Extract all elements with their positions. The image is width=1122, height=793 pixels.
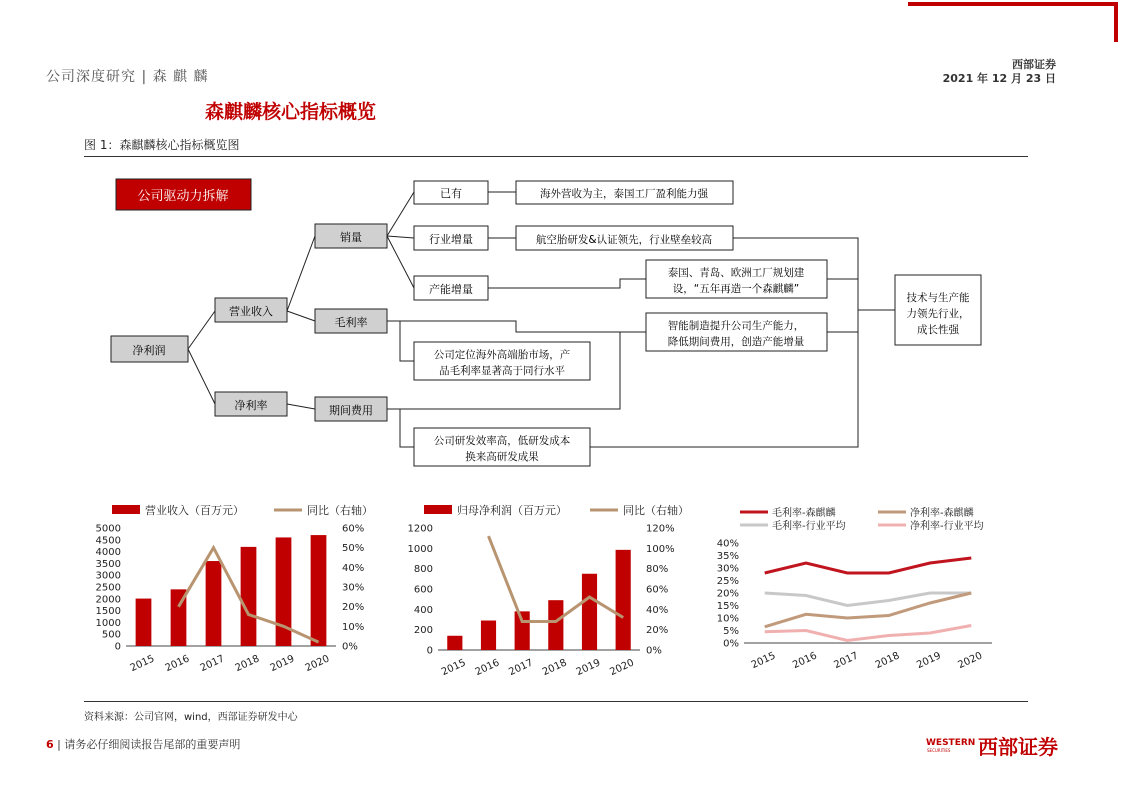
y-tick-label: 10% — [716, 613, 739, 625]
y-left-tick-label: 2500 — [95, 582, 121, 594]
source-note: 资料来源：公司官网，wind，西部证券研发中心 — [84, 712, 298, 723]
y-right-tick-label: 10% — [342, 621, 365, 633]
node-rnd-line1: 公司研发效率高，低研发成本 — [433, 435, 571, 447]
y-tick-label: 30% — [716, 563, 739, 575]
node-capacity-growth: 产能增量 — [429, 283, 473, 296]
footer-notice: 6 | 请务必仔细阅读报告尾部的重要声明 — [46, 738, 241, 751]
y-left-tick-label: 4000 — [95, 547, 121, 559]
bar — [515, 611, 530, 650]
node-overseas: 海外营收为主，泰国工厂盈利能力强 — [540, 188, 708, 200]
node-sales: 销量 — [340, 231, 362, 244]
y-left-tick-label: 4500 — [95, 535, 121, 547]
footer-notice-text: 请务必仔细阅读报告尾部的重要声明 — [64, 738, 241, 751]
broker-name: 西部证券 — [1012, 58, 1056, 71]
legend-label: 毛利率-行业平均 — [772, 521, 846, 532]
y-right-tick-label: 0% — [342, 641, 358, 653]
x-tick-label: 2017 — [832, 650, 861, 672]
bar — [311, 535, 327, 646]
x-tick-label: 2020 — [956, 650, 985, 672]
node-existing: 已有 — [440, 187, 462, 200]
y-right-tick-label: 30% — [342, 582, 365, 594]
series-line — [765, 593, 972, 627]
y-left-tick-label: 500 — [101, 629, 121, 641]
x-tick-label: 2019 — [268, 653, 297, 675]
y-right-tick-label: 60% — [342, 523, 365, 535]
node-rnd-line2: 换来高研发成果 — [465, 451, 539, 463]
x-tick-label: 2016 — [791, 650, 819, 672]
x-tick-label: 2020 — [303, 653, 332, 675]
node-conclusion-line2: 力领先行业， — [906, 308, 970, 320]
y-right-tick-label: 40% — [342, 562, 365, 574]
y-right-tick-label: 80% — [646, 564, 669, 576]
section-title: 森麒麟核心指标概览 — [205, 101, 377, 123]
y-left-tick-label: 3500 — [95, 558, 121, 570]
footer-brand: 西部证券 — [978, 735, 1058, 759]
y-left-tick-label: 400 — [413, 604, 433, 616]
series-line — [765, 558, 972, 573]
logo-securities: SECURITIES — [927, 748, 951, 753]
y-left-tick-label: 3000 — [95, 570, 121, 582]
node-positioning-line2: 品毛利率显著高于同行水平 — [439, 365, 565, 377]
revenue-chart — [84, 495, 406, 685]
figure-caption: 图 1：森麒麟核心指标概览图 — [84, 138, 240, 152]
y-left-tick-label: 0 — [426, 645, 433, 657]
y-left-tick-label: 200 — [413, 625, 433, 637]
net-profit-chart — [400, 495, 710, 685]
bar — [136, 599, 152, 646]
diagram-title-text: 公司驱动力拆解 — [137, 189, 229, 204]
legend-label-line: 同比（右轴） — [623, 504, 689, 517]
legend-swatch-bar — [424, 505, 452, 514]
bar — [241, 547, 257, 646]
y-right-tick-label: 60% — [646, 584, 669, 596]
y-tick-label: 35% — [716, 551, 739, 562]
legend-label: 毛利率-森麒麟 — [772, 508, 836, 519]
bar — [447, 636, 462, 650]
page-number: 6 — [46, 738, 54, 751]
y-right-tick-label: 20% — [342, 602, 365, 614]
y-tick-label: 25% — [716, 576, 739, 587]
y-tick-label: 40% — [716, 538, 739, 550]
y-left-tick-label: 0 — [114, 641, 121, 653]
margin-chart — [708, 495, 1008, 685]
logo-western: WESTERN — [926, 738, 976, 748]
bar — [206, 561, 222, 646]
node-smart-mfg-line1: 智能制造提升公司生产能力， — [667, 320, 805, 332]
node-net-profit: 净利润 — [132, 344, 166, 357]
y-left-tick-label: 800 — [413, 564, 433, 576]
node-industry-growth: 行业增量 — [429, 233, 473, 246]
node-factories-line1: 泰国、青岛、欧洲工厂规划建 — [667, 267, 805, 279]
x-tick-label: 2016 — [163, 653, 192, 675]
node-net-margin: 净利率 — [234, 399, 268, 412]
report-date: 2021 年 12 月 23 日 — [942, 72, 1056, 85]
node-smart-mfg-line2: 降低期间费用，创造产能增量 — [667, 336, 805, 348]
y-right-tick-label: 100% — [646, 543, 675, 555]
source-rule — [84, 701, 1028, 702]
series-line — [765, 626, 972, 641]
x-tick-label: 2015 — [439, 657, 468, 679]
y-tick-label: 20% — [716, 588, 739, 600]
node-factories-line2: 设，“五年再造一个森麒麟” — [672, 283, 800, 295]
bar — [582, 574, 597, 650]
legend-label: 净利率-森麒麟 — [910, 508, 974, 519]
y-right-tick-label: 120% — [646, 523, 675, 535]
x-tick-label: 2017 — [507, 657, 535, 679]
x-tick-label: 2015 — [749, 650, 778, 672]
y-left-tick-label: 600 — [413, 584, 433, 596]
y-left-tick-label: 1000 — [407, 543, 433, 555]
node-positioning-line1: 公司定位海外高端胎市场，产 — [433, 349, 571, 361]
y-left-tick-label: 2000 — [95, 594, 121, 606]
y-right-tick-label: 0% — [646, 645, 662, 657]
node-period-expense: 期间费用 — [329, 404, 373, 417]
y-tick-label: 0% — [723, 638, 739, 650]
legend-label-line: 同比（右轴） — [307, 504, 373, 517]
x-tick-label: 2018 — [873, 650, 902, 672]
report-type-header: 公司深度研究 | 森 麒 麟 — [46, 69, 209, 85]
x-tick-label: 2018 — [540, 657, 569, 679]
y-right-tick-label: 20% — [646, 625, 669, 637]
node-conclusion-line1: 技术与生产能 — [906, 292, 970, 304]
node-conclusion-line3: 成长性强 — [917, 324, 959, 336]
legend-label-bar: 归母净利润（百万元） — [457, 504, 567, 517]
legend-label: 净利率-行业平均 — [910, 521, 984, 532]
y-left-tick-label: 1000 — [95, 617, 121, 629]
x-tick-label: 2015 — [128, 653, 157, 675]
bar — [548, 600, 563, 650]
bar — [481, 621, 496, 650]
x-tick-label: 2018 — [233, 653, 262, 675]
y-right-tick-label: 40% — [646, 604, 669, 616]
node-gross-margin: 毛利率 — [334, 316, 368, 329]
x-tick-label: 2020 — [608, 657, 636, 679]
x-tick-label: 2016 — [473, 657, 502, 679]
x-tick-label: 2019 — [574, 657, 603, 679]
y-tick-label: 15% — [716, 601, 739, 612]
y-left-tick-label: 1500 — [95, 606, 121, 618]
x-tick-label: 2019 — [915, 650, 943, 672]
node-revenue: 营业收入 — [229, 305, 273, 318]
node-aviation: 航空胎研发&认证领先，行业壁垒较高 — [535, 234, 713, 246]
y-left-tick-label: 5000 — [95, 523, 121, 535]
y-left-tick-label: 1200 — [407, 523, 433, 535]
x-tick-label: 2017 — [198, 653, 227, 675]
y-right-tick-label: 50% — [342, 543, 365, 555]
legend-swatch-bar — [112, 505, 140, 514]
bar — [616, 550, 631, 650]
legend-label-bar: 营业收入（百万元） — [145, 504, 244, 517]
y-tick-label: 5% — [723, 626, 739, 637]
